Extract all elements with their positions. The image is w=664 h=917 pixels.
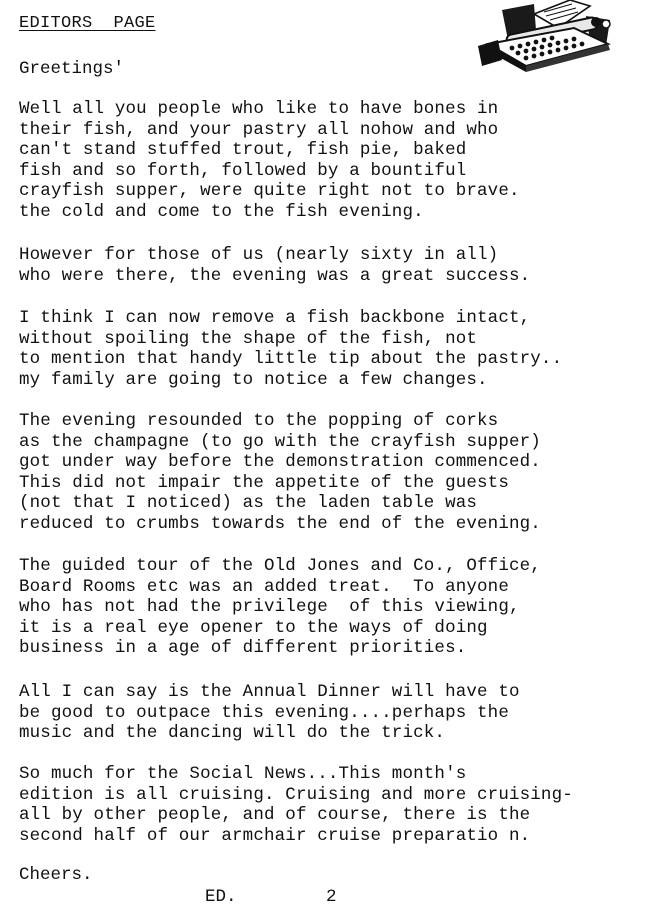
paragraph-line: edition is all cruising. Cruising and more cruising-: [19, 784, 573, 805]
paragraph-line: who were there, the evening was a great success.: [19, 265, 531, 286]
page-number: 2: [326, 887, 337, 907]
paragraph-line: fish and so forth, followed by a bountiful: [19, 160, 467, 181]
paragraph-1: [19, 99, 520, 223]
paragraph-3: [19, 308, 562, 390]
paragraph-line: be good to outpace this evening....perhaps the: [19, 702, 509, 723]
paragraph-line: all by other people, and of course, there is the: [19, 805, 531, 826]
greeting: Greetings': [19, 59, 125, 79]
paragraph-line: This did not impair the appetite of the guests: [19, 472, 509, 493]
paragraph-line: However for those of us (nearly sixty in all): [19, 245, 499, 265]
paragraph-line: Board Rooms etc was an added treat. To anyone: [19, 576, 509, 597]
paragraph-line: as the champagne (to go with the crayfish supper): [19, 431, 541, 452]
typewriter-icon: [478, 0, 628, 72]
page-title: EDITORS PAGE: [19, 14, 156, 33]
paragraph-7: [19, 764, 573, 846]
paragraph-4: [19, 411, 541, 535]
paragraph-line: All I can say is the Annual Dinner will have to: [19, 682, 520, 702]
paragraph-line: who has not had the privilege of this viewing,: [19, 597, 520, 618]
paragraph-line: crayfish supper, were quite right not to brave.: [19, 181, 520, 202]
paragraph-line: The guided tour of the Old Jones and Co., Office,: [19, 556, 541, 576]
paragraph-2: [19, 245, 530, 286]
signature: ED.: [205, 887, 237, 907]
paragraph-line: I think I can now remove a fish backbone intact,: [19, 308, 531, 328]
paragraph-line: Well all you people who like to have bones in: [19, 99, 499, 119]
paragraph-line: reduced to crumbs towards the end of the evening.: [19, 513, 541, 534]
paragraph-line: (not that I noticed) as the laden table was: [19, 493, 478, 514]
paragraph-6: [19, 682, 520, 744]
paragraph-line: can't stand stuffed trout, fish pie, baked: [19, 140, 467, 161]
paragraph-line: So much for the Social News...This month's: [19, 764, 467, 784]
closing: Cheers.: [19, 865, 93, 885]
paragraph-line: second half of our armchair cruise preparatio n.: [19, 825, 531, 846]
paragraph-line: my family are going to notice a few changes.: [19, 369, 488, 390]
paragraph-line: it is a real eye opener to the ways of doing: [19, 617, 488, 638]
paragraph-line: their fish, and your pastry all nohow and who: [19, 119, 499, 140]
paragraph-line: business in a age of different priorities.: [19, 638, 467, 659]
paragraph-line: without spoiling the shape of the fish, not: [19, 328, 478, 349]
paragraph-line: music and the dancing will do the trick.: [19, 723, 446, 744]
paragraph-line: The evening resounded to the popping of corks: [19, 411, 499, 431]
paragraph-line: got under way before the demonstration commenced.: [19, 452, 541, 473]
paragraph-5: [19, 556, 541, 659]
paragraph-line: the cold and come to the fish evening.: [19, 201, 424, 222]
paragraph-line: to mention that handy little tip about the pastry..: [19, 349, 563, 370]
